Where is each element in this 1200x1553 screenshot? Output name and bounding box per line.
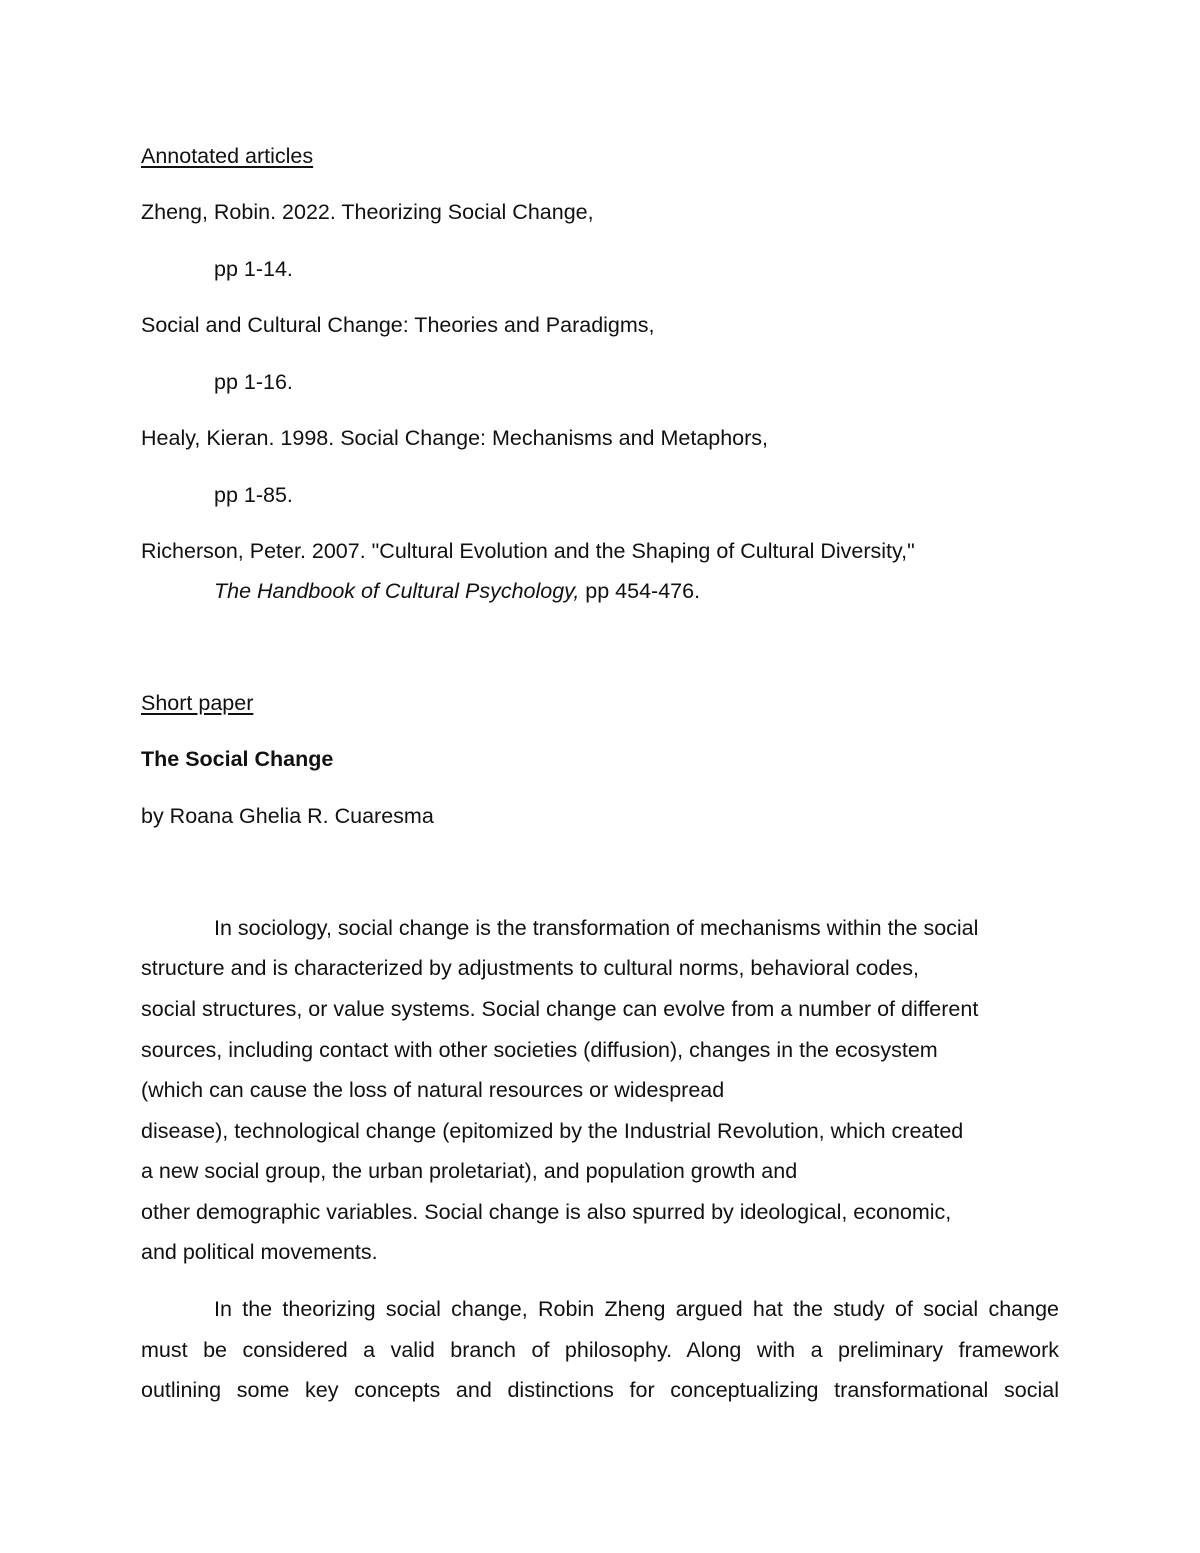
paragraph-1-line: structure and is characterized by adjustments to cultural norms, behavioral codes, [141,956,919,980]
citation-richerson-source [214,577,700,605]
paragraph-1-line: sources, including contact with other societies (diffusion), changes in the ecosystem [141,1038,938,1062]
paragraph-2-line: must be considered a valid branch of philosophy. Along with a preliminary framework [141,1338,1059,1362]
paper-byline: by Roana Ghelia R. Cuaresma [141,804,434,828]
paragraph-2-line: outlining some key concepts and distinctions for conceptualizing transformational social [141,1378,1059,1402]
citation-social-cultural-change-pages: pp 1-16. [214,370,293,394]
book-pages: pp 454-476. [579,579,701,603]
paragraph-1-line: (which can cause the loss of natural resources or widespread [141,1078,725,1102]
annotated-articles-heading: Annotated articles [141,144,314,168]
citation-zheng-pages: pp 1-14. [214,257,293,281]
citation-healy-pages: pp 1-85. [214,483,293,507]
paragraph-1-line: social structures, or value systems. Social change can evolve from a number of different [141,997,979,1021]
paragraph-1-line: disease), technological change (epitomized by the Industrial Revolution, which created [141,1119,964,1143]
citation-richerson: Richerson, Peter. 2007. "Cultural Evolution and the Shaping of Cultural Diversity," [141,539,915,563]
short-paper-heading: Short paper [141,691,254,715]
paragraph-1-line: and political movements. [141,1240,378,1264]
book-title: The Handbook of Cultural Psychology, [214,579,580,603]
paper-title: The Social Change [141,747,334,771]
citation-healy: Healy, Kieran. 1998. Social Change: Mechanisms and Metaphors, [141,426,769,450]
paragraph-1-line: a new social group, the urban proletariat), and population growth and [141,1159,798,1183]
citation-social-cultural-change: Social and Cultural Change: Theories and Paradigms, [141,313,655,337]
paragraph-1-line: In sociology, social change is the transformation of mechanisms within the social [214,916,979,940]
paragraph-1-line: other demographic variables. Social change is also spurred by ideological, economic, [141,1200,952,1224]
paragraph-2-line: In the theorizing social change, Robin Zheng argued hat the study of social change [214,1297,1059,1321]
citation-zheng: Zheng, Robin. 2022. Theorizing Social Change, [141,200,594,224]
